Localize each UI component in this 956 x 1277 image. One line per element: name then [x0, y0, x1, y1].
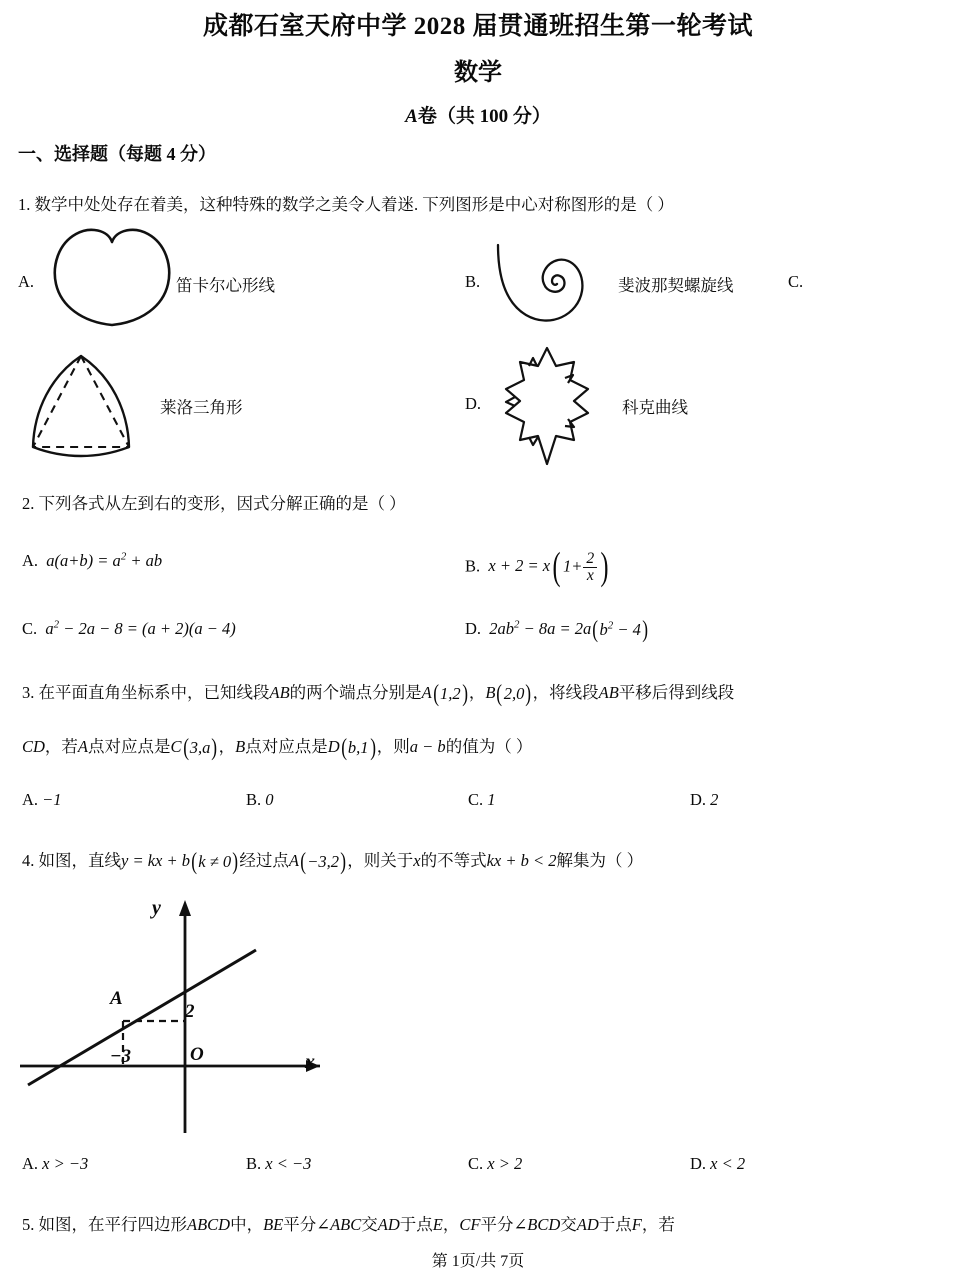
q5-text-5: 于点 — [399, 1215, 433, 1234]
q3-text-5: 平移后得到线段 — [618, 683, 735, 702]
question-2-option-b[interactable] — [465, 545, 611, 589]
question-2-option-d-label: D. — [465, 619, 482, 638]
question-3-option-b-label: B. — [246, 790, 262, 809]
q3-seg-cd: CD — [22, 737, 45, 756]
q5-seg-ad: AD — [377, 1215, 400, 1234]
paper-part-rest: 卷（共 100 分） — [417, 106, 551, 127]
q4-condition: ( k ≠ 0 ) — [191, 848, 239, 876]
question-5-stem — [22, 1213, 675, 1238]
q3-point-c-coords: ( 3,a ) — [182, 734, 218, 762]
question-3-number: 3. — [22, 683, 35, 702]
q3-text-2: 的两个端点分别是 — [289, 683, 422, 702]
point-a-label — [110, 988, 123, 1010]
question-2-number: 2. — [22, 494, 35, 513]
q4-text-3: ，则关于 — [347, 851, 414, 870]
question-4-number: 4. — [22, 851, 35, 870]
q4-point-a: A — [288, 851, 299, 870]
question-3-option-a-text: −1 — [42, 790, 62, 809]
q5-seg-ad-2: AD — [576, 1215, 599, 1234]
q5-text-7: 平分∠ — [480, 1215, 528, 1234]
q5-angle-abc: ABC — [330, 1215, 362, 1234]
q5-text-10: ，若 — [641, 1215, 675, 1234]
question-3-stem-line-1 — [22, 681, 734, 707]
question-4-option-d-label: D. — [690, 1154, 707, 1173]
q5-point-e: E — [432, 1215, 443, 1234]
q3-seg-ab: AB — [269, 683, 290, 702]
x-tick-label — [110, 1046, 131, 1068]
q5-seg-cf: CF — [459, 1215, 481, 1234]
question-4-option-d-text: x < 2 — [710, 1154, 746, 1173]
q4-inequality: kx + b < 2 — [486, 851, 557, 870]
question-2-option-a-label: A. — [22, 551, 39, 570]
q3-text-7: 点对应点是 — [88, 737, 171, 756]
cardioid-curve-icon — [42, 222, 182, 332]
paper-part-heading — [0, 101, 956, 128]
y-tick-label — [185, 1001, 195, 1023]
q5-text-6: ， — [442, 1215, 460, 1234]
question-5-number: 5. — [22, 1215, 35, 1234]
question-4-option-b-text: x < −3 — [265, 1154, 312, 1173]
question-3-option-c-label: C. — [468, 790, 484, 809]
question-3-stem-line-2 — [22, 735, 532, 761]
q3-point-a-coords: ( 1,2 ) — [433, 680, 468, 708]
q3-point-c: C — [170, 737, 182, 756]
q4-text-2: 经过点 — [239, 851, 289, 870]
question-3-option-c[interactable] — [468, 790, 496, 810]
question-1-option-a-label[interactable]: A. — [18, 272, 35, 291]
question-1-stem — [18, 193, 674, 218]
question-1-option-d-label[interactable]: D. — [465, 394, 482, 413]
reuleaux-triangle-icon — [16, 348, 146, 466]
question-4-option-d[interactable] — [690, 1154, 745, 1174]
question-1-option-c-text: 莱洛三角形 — [160, 398, 243, 417]
page-title: 成都石室天府中学 2028 届贯通班招生第一轮考试 — [202, 13, 753, 40]
question-4-option-a-label: A. — [22, 1154, 39, 1173]
q4-equation: y = kx + b — [121, 851, 190, 870]
question-4-option-b[interactable] — [246, 1154, 311, 1174]
q5-seg-be: BE — [263, 1215, 284, 1234]
q3-point-a: A — [421, 683, 432, 702]
question-4-stem — [22, 849, 643, 875]
q5-text-1: 如图，在平行四边形 — [38, 1215, 187, 1234]
question-1-number: 1. — [18, 195, 31, 214]
q5-text-9: 于点 — [598, 1215, 632, 1234]
q3-text-3: ， — [468, 683, 486, 702]
paper-part-letter: A — [405, 106, 418, 127]
question-2-option-c-label: C. — [22, 619, 38, 638]
question-2-option-a-formula: $a(a+b) = a^2$ + ab — [42, 550, 163, 570]
x-tick-label-text: −3 — [110, 1046, 132, 1067]
q3-text-6: ，若 — [44, 737, 78, 756]
origin-label — [190, 1044, 204, 1066]
koch-curve-icon — [488, 342, 606, 470]
q4-text-5: 解集为（ ） — [556, 851, 644, 870]
y-axis-label — [152, 897, 161, 920]
q3-point-b-coords: ( 2,0 ) — [496, 680, 532, 708]
question-2-option-d[interactable] — [465, 616, 649, 644]
question-4-option-a-text: x > −3 — [42, 1154, 89, 1173]
q3-text-9: 点对应点是 — [245, 737, 328, 756]
question-3-option-d[interactable] — [690, 790, 718, 810]
question-2-option-b-formula: x + 2 = x ( 1+ $\frac{2}{x}$ ) — [484, 545, 609, 589]
x-axis-label-text: x — [305, 1051, 315, 1073]
q5-text-8: 交 — [560, 1215, 577, 1234]
line-graph-figure — [10, 888, 350, 1138]
q3-point-b-2: B — [235, 737, 246, 756]
q5-text-2: 中， — [230, 1215, 264, 1234]
question-2-option-a[interactable] — [22, 551, 162, 571]
question-3-option-a[interactable] — [22, 790, 62, 810]
page-footer: 第 1页/共 7页 — [431, 1253, 525, 1270]
section-heading: 一、选择题（每题 4 分） — [18, 144, 216, 164]
question-1-option-b-text: 斐波那契螺旋线 — [618, 276, 734, 295]
q3-point-a-2: A — [77, 737, 89, 756]
question-2-option-b-label: B. — [465, 556, 481, 576]
q4-var-x: x — [413, 851, 421, 870]
question-3-option-c-text: 1 — [487, 790, 496, 809]
q5-text-4: 交 — [361, 1215, 378, 1234]
q3-seg-ab-2: AB — [598, 683, 619, 702]
question-3-option-b-text: 0 — [265, 790, 274, 809]
question-1-option-c-label[interactable]: C. — [788, 272, 804, 291]
question-1-option-d-text: 科克曲线 — [622, 398, 688, 417]
x-axis-label — [305, 1051, 315, 1074]
question-3-option-d-label: D. — [690, 790, 707, 809]
question-3-option-a-label: A. — [22, 790, 39, 809]
question-2-option-d-formula: $2ab^2 - 8a = 2a$ ( $b^2 - 4$ ) — [485, 616, 648, 644]
question-2-text: 下列各式从左到右的变形，因式分解正确的是（ ） — [38, 494, 406, 513]
question-4-option-a[interactable] — [22, 1154, 88, 1174]
q5-text-3: 平分∠ — [283, 1215, 331, 1234]
question-2-option-c[interactable] — [22, 619, 236, 639]
q4-text-1: 如图，直线 — [38, 851, 121, 870]
question-3-option-d-text: 2 — [710, 790, 719, 809]
q3-text-1: 在平面直角坐标系中，已知线段 — [38, 683, 270, 702]
q5-quad-abcd: ABCD — [187, 1215, 231, 1234]
question-4-option-b-label: B. — [246, 1154, 262, 1173]
q5-point-f: F — [631, 1215, 642, 1234]
q3-point-d-coords: ( b,1 ) — [340, 734, 376, 762]
question-2-stem — [22, 492, 406, 517]
question-2-option-c-formula: $a^2 - 2a - 8 = (a + 2)(a - 4)$ — [41, 618, 236, 638]
question-4-option-c[interactable] — [468, 1154, 522, 1174]
point-a-label-text: A — [110, 988, 123, 1009]
q3-point-b: B — [485, 683, 496, 702]
q3-point-d: D — [327, 737, 340, 756]
q3-text-8: ， — [218, 737, 236, 756]
question-1-option-a-text: 笛卡尔心形线 — [176, 276, 275, 295]
origin-label-text: O — [190, 1044, 204, 1065]
q3-text-11: 的值为（ ） — [445, 737, 533, 756]
y-axis-label-text: y — [152, 897, 161, 919]
q3-text-10: ，则 — [376, 737, 410, 756]
q5-angle-bcd: BCD — [527, 1215, 561, 1234]
subject-title: 数学 — [454, 60, 502, 86]
q3-text-4: ，将线段 — [532, 683, 599, 702]
question-4-option-c-text: x > 2 — [487, 1154, 523, 1173]
y-tick-label-text: 2 — [185, 1001, 195, 1022]
q4-point-a-coords: ( −3,2 ) — [300, 848, 347, 876]
question-1-option-b-label[interactable]: B. — [465, 272, 481, 291]
q4-text-4: 的不等式 — [420, 851, 487, 870]
question-3-option-b[interactable] — [246, 790, 274, 810]
fibonacci-spiral-icon — [492, 243, 602, 328]
question-4-option-c-label: C. — [468, 1154, 484, 1173]
q3-expr: a − b — [409, 737, 446, 756]
question-1-text: 数学中处处存在着美，这种特殊的数学之美令人着迷. 下列图形是中心对称图形的是（ ） — [34, 195, 674, 214]
